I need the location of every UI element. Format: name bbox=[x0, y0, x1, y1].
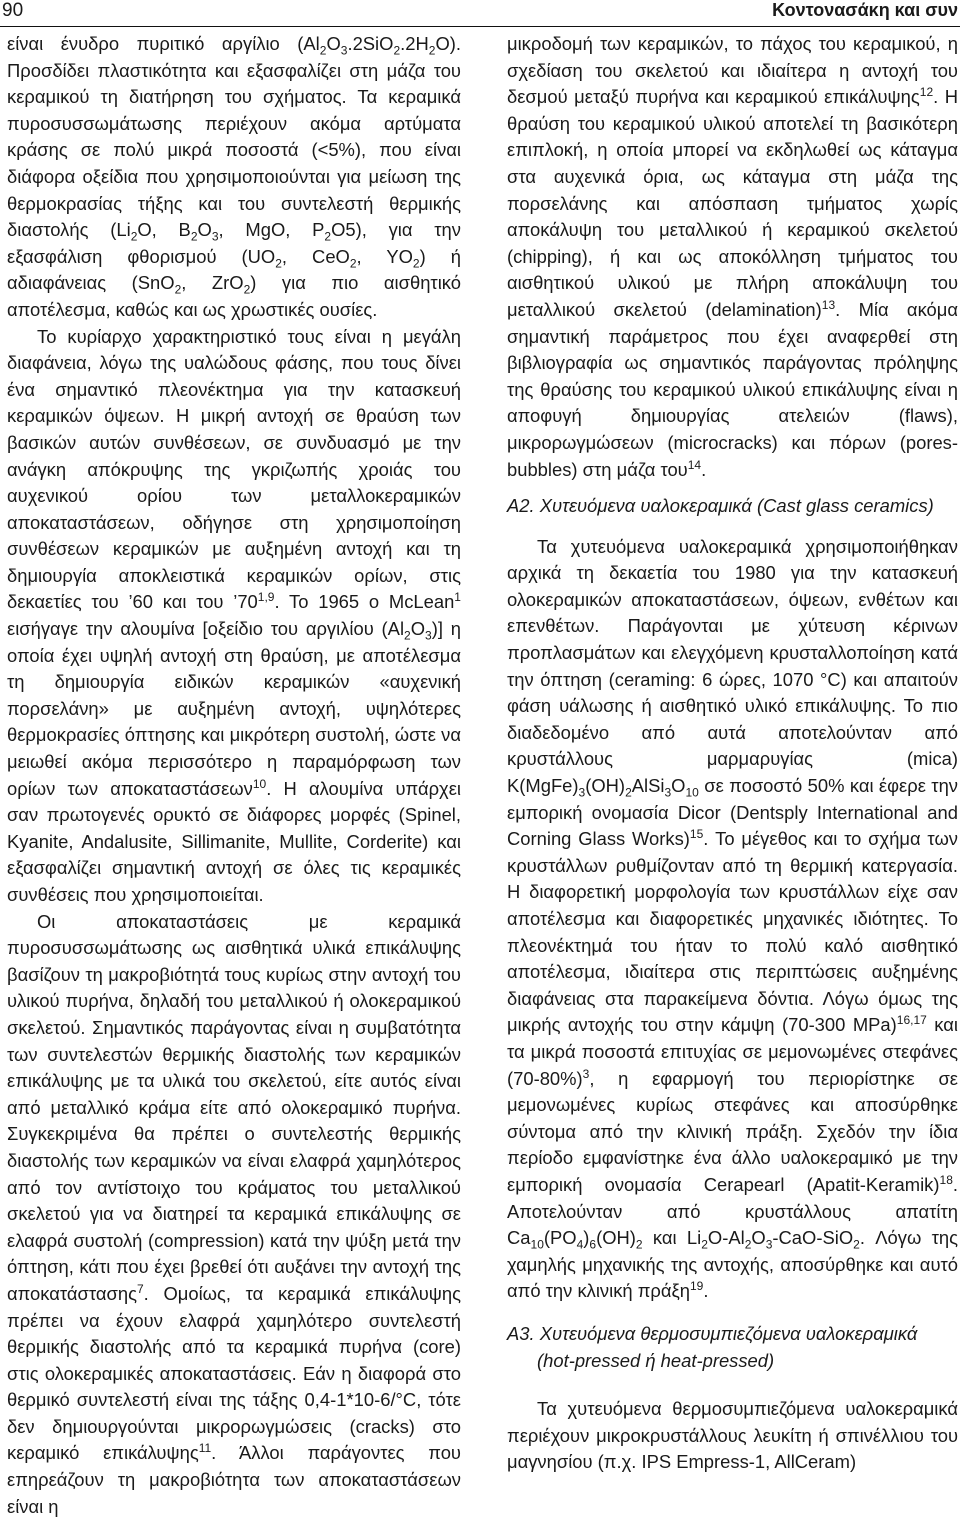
section-heading-a3-subtitle: (hot-pressed ή heat-pressed) bbox=[537, 1349, 775, 1371]
page-header bbox=[0, 0, 960, 27]
section-heading-a3: A3. Χυτευόμενα θερμοσυμπιεζόμενα υαλοκεραμικά bbox=[507, 1322, 918, 1344]
left-column bbox=[7, 31, 461, 1520]
paragraph: Τα χυτευόμενα θερμοσυμπιεζόμενα υαλοκεραμικά περιέχουν μικροκρυστάλλους λευκίτη ή σπινέλλιου του μαγνησίου (π.χ. IPS Empress-1, AllCeram) bbox=[507, 1398, 958, 1473]
paragraph: είναι ένυδρο πυριτικό αργίλιο $(Al_2O_3.2SiO_2.2H_2O)$. Προσδίδει πλαστικότητα και εξασφαλίζει στη μάζα του κεραμικού τη διατήρηση του σχήματος. Τα κεραμικά πυροσυσσωμάτωσης περιέχουν ακόμα αρτύματα κράσης σε πολύ μικρά ποσοστά (<5%), που είναι διάφορα οξείδια που χρησιμοποιούνται για μείωση της θερμοκρασίας τήξης και του συντελεστή θερμικής διαστολής ($Li_2O$, $B_2O_3$, MgO, $P_2O5$), για την εξασφάλιση φθορισμού ($UO_2$, CeO$_2$, $YO_2$) ή αδιαφάνειας (SnO$_2$, ZrO$_2$) για πιο αισθητικό αποτέλεσμα, καθώς και ως χρωστικές ουσίες. bbox=[7, 33, 461, 320]
page-number: 90 bbox=[2, 0, 24, 21]
paragraph: Οι αποκαταστάσεις με κεραμικά πυροσυσσωμάτωσης ως αισθητικά υλικά επικάλυψης βασίζουν τη μακροβιότητά τους κυρίως στην αντοχή του υλικού πυρήνα, δηλαδή του μεταλλικού ή ολοκεραμικού σκελετού. Σημαντικός παράγοντας είναι η συμβατότητα των συντελεστών θερμικής διαστολής των κεραμικών επικάλυψης με τα υλικά του σκελετού, είτε αυτός είναι από μεταλλικό κράμα είτε από ολοκεραμικό πυρήνα. Συγκεκριμένα θα πρέπει ο συντελεστής θερμικής διαστολής των κεραμικών να είναι ελαφρά χαμηλότερος από τον αντίστοιχο του κράματος του μεταλλικού σκελετού για να διατηρεί τα κεραμικά επικάλυψης σε ελαφρά συστολή (compression) κατά την ψύξη μετά την όπτηση, κάτι που έχει βρεθεί ότι αυξάνει την αντοχή της αποκατάστασης$^7$. Ομοίως, τα κεραμικά επικάλυψης πρέπει να έχουν ελαφρά χαμηλότερο συντελεστή θερμικής διαστολής από τα κεραμικά πυρήνα (core) στις ολοκεραμικές αποκαταστάσεις. Εάν η διαφορά στο θερμικό συντελεστή είναι της τάξης 0,4-1*10-6/°C, τότε δεν δημιουργούνται μικρορωγμώσεις (cracks) στο κεραμικό επικάλυψης$^{11}$. Άλλοι παράγοντες που επηρεάζουν τη μακροβιότητα των αποκαταστάσεων είναι η bbox=[7, 910, 461, 1517]
running-head: Κοντονασάκη και συν bbox=[772, 0, 958, 20]
right-column bbox=[507, 31, 958, 1476]
section-heading-a2: A2. Χυτευόμενα υαλοκεραμικά (Cast glass ceramics) bbox=[507, 495, 934, 517]
paragraph: Το κυρίαρχο χαρακτηριστικό τους είναι η μεγάλη διαφάνεια, λόγω της υαλώδους φάσης, που τους δίνει ένα σημαντικό πλεονέκτημα για την κατασκευή κεραμικών όψεων. Η μικρή αντοχή σε θραύση των βασικών αυτών συνθέσεων, σε συνδυασμό με την ανάγκη απόκρυψης της γκριζωπής χροιάς του αυχενικού ορίου των μεταλλοκεραμικών αποκαταστάσεων, οδήγησε στη χρησιμοποίηση συνθέσεων κεραμικών με αυξημένη αντοχή και τη δημιουργία αποκλειστικά κεραμικών ορίων, στις δεκαετίες του ’60 και του ’70$^{1,9}$. Το 1965 ο McLean$^1$ εισήγαγε την αλουμίνα [οξείδιο του αργιλίου $(Al_2O_3)$] η οποία έχει υψηλή αντοχή στη θραύση, με αποτέλεσμα τη δημιουργία ειδικών κεραμικών «αυχενική πορσελάνη» με αυξημένη αντοχή, υψηλότερες θερμοκρασίες όπτησης και μικρότερη συστολή, ώστε να μειωθεί ακόμα περισσότερο η παραμόρφωση των ορίων των αποκαταστάσεων$^{10}$. Η αλουμίνα υπάρχει σαν πρωτογενές ορυκτό σε διάφορες μορφές (Spinel, Kyanite, Andalusite, Sillimanite, Mullite, Corderite) και εξασφαλίζει σημαντική αντοχή σε όλες τις κεραμικές συνθέσεις που χρησιμοποιείται. bbox=[7, 325, 461, 905]
paragraph: Τα χυτευόμενα υαλοκεραμικά χρησιμοποιήθηκαν αρχικά τη δεκαετία του 1980 για την κατασκευή ολοκεραμικών αποκαταστάσεων, όψεων, ενθέτων και επενθέτων. Παράγονται με χύτευση κέρινων προπλασμάτων και ελεγχόμενη κρυσταλλοποίηση κατά την όπτηση (ceraming: 6 ώρες, 1070 °C) και απαιτούν φάση υάλωσης ή αισθητικό υλικό επικάλυψης. Το πιο διαδεδομένο από αυτά αποτελούνταν από κρυστάλλους μαρμαρυγίας (mica) $K(MgFe)_3(OH)_2AlSi_3O_{10}$ σε ποσοστό 50% και έφερε την εμπορική ονομασία Dicor (Dentsply International and Corning Glass Works)$^{15}$. Το μέγεθος και το σχήμα των κρυστάλλων ρυθμίζονταν από τη θερμική κατεργασία. Η διαφορετική μορφολογία των κρυστάλλων είχε σαν αποτέλεσμα και διαφορετικές μηχανικές ιδιότητες. Το πλεονέκτημά του ήταν το πολύ καλό αισθητικό αποτέλεσμα, ιδιαίτερα στις περιπτώσεις αυξημένης διαφάνειας στα παρακείμενα δόντια. Λόγω όμως της μικρής αντοχής του στην κάμψη (70-300 MPa)$^{16,17}$ και τα μικρά ποσοστά επιτυχίας σε μεμονωμένες στεφάνες $(70-80\%)^3$, η εφαρμογή του περιορίστηκε σε μεμονωμένες κυρίως στεφάνες και αποσύρθηκε σύντομα από την κλινική πράξη. Σχεδόν την ίδια περίοδο εμφανίστηκε ένα άλλο υαλοκεραμικό με την εμπορική ονομασία Cerapearl (Apatit-Keramik)$^{18}$. Αποτελούνταν από κρυστάλλους απατίτη $Ca_{10}(PO_4)_6(OH)_2$ και $Li_2O-Al_2O_3-CaO-SiO_2$. Λόγω της χαμηλής μηχανικής της αντοχής, αποσύρθηκε και αυτό από την κλινική πράξη$^{19}$. bbox=[507, 535, 958, 1302]
paragraph: μικροδομή των κεραμικών, το πάχος του κεραμικού, η σχεδίαση του σκελετού και ιδιαίτερα η αντοχή του δεσμού μεταξύ πυρήνα και κεραμικού επικάλυψης$^{12}$. Η θραύση του κεραμικού υλικού αποτελεί τη βασικότερη επιπλοκή, η οποία μπορεί να εκδηλωθεί ως κάταγμα στα αυχενικά όρια, ως κάταγμα στη μάζα της πορσελάνης και απόσπαση τμήματος χωρίς αποκάλυψη του μεταλλικού ή κεραμικού σκελετού (chipping), ή και ως αποκόλληση τμήματος του αισθητικού υλικού με πλήρη αποκάλυψη του μεταλλικού σκελετού (delamination)$^{13}$. Μία ακόμα σημαντική παράμετρος που έχει αναφερθεί στη βιβλιογραφία ως σημαντικός παράγοντας πρόληψης της θραύσης του κεραμικού υλικού επικάλυψης είναι η αποφυγή δημιουργίας ατελειών (flaws), μικρορωγμώσεων (microcracks) και πόρων (pores-bubbles) στη μάζα του$^{14}$. bbox=[507, 33, 958, 480]
